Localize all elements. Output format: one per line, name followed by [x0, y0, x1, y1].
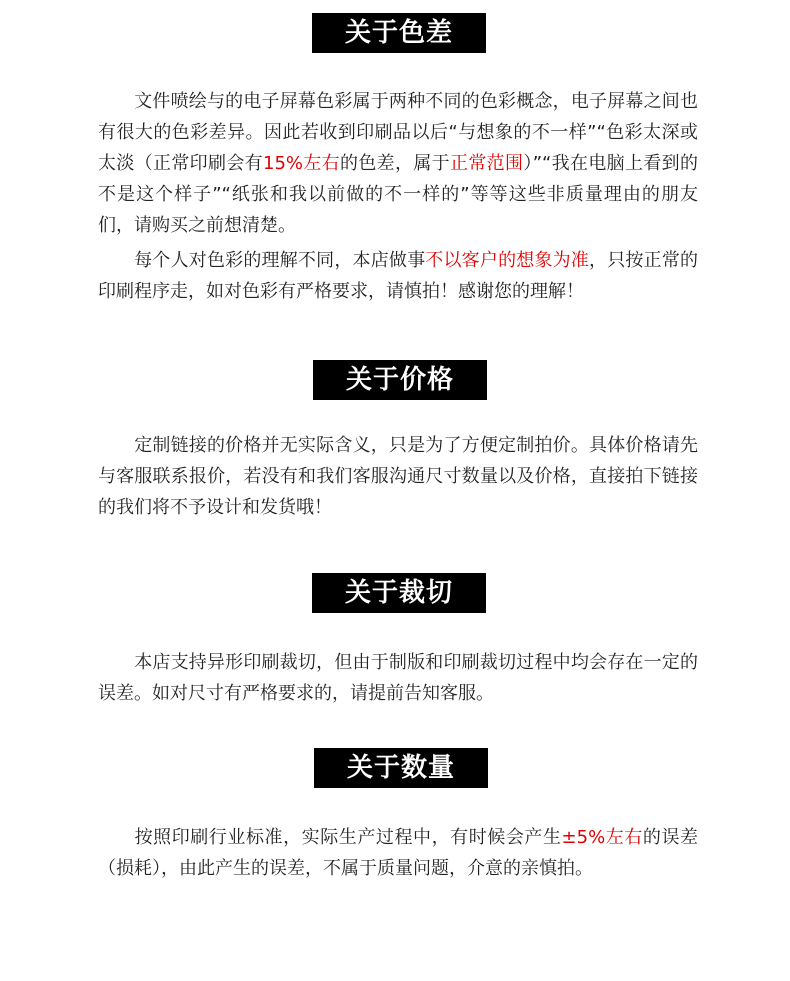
text-segment: 文件喷绘与的电子屏幕色彩属于两种不同的色彩概念，电子屏幕之间也有很大的色彩差异。因此若收到印刷品以后“与想象的不一样”“色彩太深或太淡（正常印刷会有	[98, 91, 698, 174]
section-title-price: 关于价格	[313, 360, 487, 400]
paragraph-price	[98, 430, 698, 523]
text-segment: 的色差，属于	[340, 153, 451, 174]
highlight-text: 正常范围	[450, 153, 524, 174]
section-title-color-difference: 关于色差	[312, 13, 486, 53]
section-title-cutting: 关于裁切	[312, 573, 486, 613]
paragraph-color-difference-1	[98, 86, 698, 241]
section-title-quantity: 关于数量	[314, 748, 488, 788]
highlight-text: 不以客户的想象为准	[425, 250, 590, 271]
text-segment: 的误差（损耗），由此产生的误差，不属于质量问题，介意的亲慎拍。	[98, 827, 699, 879]
paragraph-cutting	[98, 647, 698, 709]
paragraph-color-difference-2	[98, 245, 698, 307]
highlight-text: 15%左右	[263, 153, 341, 174]
paragraph-quantity	[98, 822, 698, 884]
text-segment: ）”“我在电脑上看到的不是这个样子”“纸张和我以前做的不一样的”等等这些非质量理由的朋友们，请购买之前想清楚。	[98, 153, 699, 236]
text-segment: 本店支持异形印刷裁切，但由于制版和印刷裁切过程中均会存在一定的误差。如对尺寸有严格要求的，请提前告知客服。	[98, 652, 698, 704]
text-segment: ，只按正常的印刷程序走，如对色彩有严格要求，请慎拍！感谢您的理解！	[98, 250, 699, 302]
text-segment: 按照印刷行业标准，实际生产过程中，有时候会产生	[134, 827, 562, 848]
text-segment: 定制链接的价格并无实际含义，只是为了方便定制拍价。具体价格请先与客服联系报价，若没有和我们客服沟通尺寸数量以及价格，直接拍下链接的我们将不予设计和发货哦！	[98, 435, 698, 518]
highlight-text: ±5%左右	[561, 827, 643, 848]
text-segment: 每个人对色彩的理解不同，本店做事	[134, 250, 426, 271]
